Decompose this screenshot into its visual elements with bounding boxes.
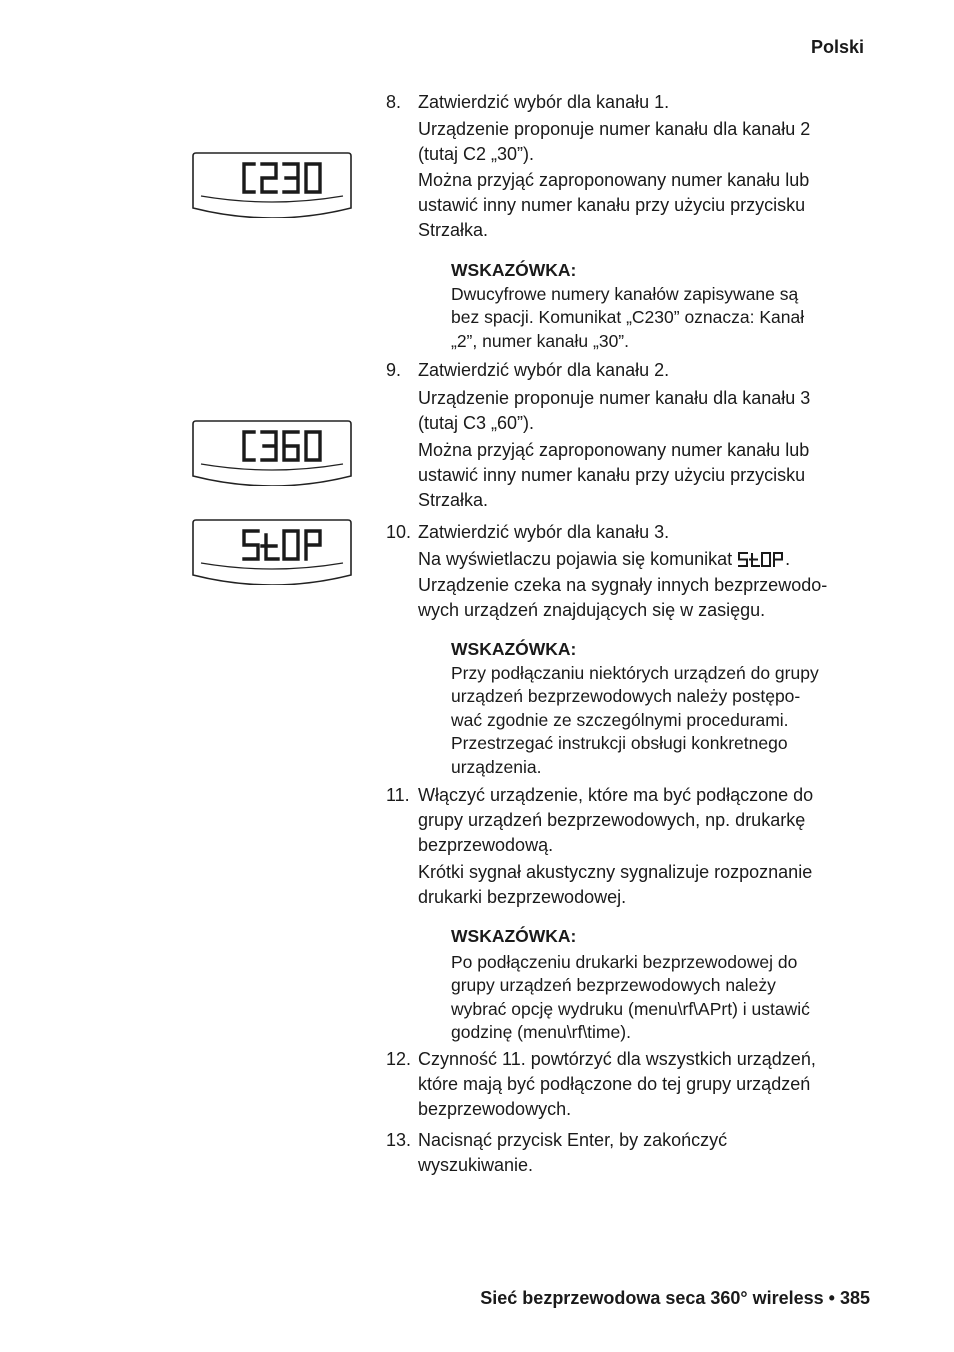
note-2 — [451, 638, 871, 779]
note-2-line-2: urządzeń bezprzewodowych należy postępo- — [451, 686, 801, 706]
lcd-c360-graphic — [192, 420, 352, 486]
step-11-line-5: drukarki bezprzewodowej. — [418, 887, 627, 907]
note-3-title: WSKAZÓWKA: — [451, 926, 577, 946]
note-2-line-3: wać zgodnie ze szczególnymi procedurami. — [451, 709, 789, 730]
step-8-line-5: ustawić inny numer kanału przy użyciu przycisku — [418, 195, 806, 215]
step-10-line-2-period: . — [785, 549, 791, 569]
step-10-line-2-text: Na wyświetlaczu pojawia się komunikat — [418, 549, 733, 569]
stop-inline-icon — [737, 551, 785, 568]
note-1-title: WSKAZÓWKA: — [451, 260, 577, 280]
step-11-number: 11. — [386, 785, 410, 805]
step-13-line-1: Nacisnąć przycisk Enter, by zakończyć — [418, 1130, 728, 1150]
note-1-line-3: „2”, numer kanału „30”. — [451, 330, 629, 351]
note-3-line-4: godzinę (menu\rf\time). — [451, 1022, 631, 1042]
lcd-display-stop — [192, 519, 352, 585]
step-12-line-3: bezprzewodowych. — [418, 1099, 572, 1119]
step-8-line-6: Strzałka. — [418, 220, 489, 240]
step-9-line-4: Można przyjąć zaproponowany numer kanału lub — [418, 440, 810, 460]
step-8-text — [418, 90, 873, 243]
language-header: Polski — [810, 37, 864, 57]
step-8-number: 8. — [386, 92, 402, 112]
step-13-line-2: wyszukiwanie. — [418, 1155, 534, 1175]
note-1-line-1: Dwucyfrowe numery kanałów zapisywane są — [451, 283, 799, 304]
note-2-title: WSKAZÓWKA: — [451, 639, 577, 659]
step-9-text — [418, 358, 873, 513]
step-9-line-2: Urządzenie proponuje numer kanału dla kanału 3 — [418, 388, 811, 408]
page-footer: Sieć bezprzewodowa seca 360° wireless • 385 — [480, 1288, 870, 1308]
note-1 — [451, 259, 871, 353]
step-11-line-2: grupy urządzeń bezprzewodowych, np. drukarkę — [418, 810, 806, 830]
step-10-line-1: Zatwierdzić wybór dla kanału 3. — [418, 522, 670, 542]
note-2-line-4: Przestrzegać instrukcji obsługi konkretnego — [451, 733, 788, 753]
note-2-line-5: urządzenia. — [451, 756, 542, 777]
step-10-text — [418, 520, 873, 623]
step-11-line-4: Krótki sygnał akustyczny sygnalizuje rozpoznanie — [418, 862, 813, 882]
lcd-stop-graphic — [192, 519, 352, 585]
step-9-line-1: Zatwierdzić wybór dla kanału 2. — [418, 360, 670, 380]
step-9-line-5: ustawić inny numer kanału przy użyciu przycisku — [418, 465, 806, 485]
note-1-line-2: bez spacji. Komunikat „C230” oznacza: Kanał — [451, 307, 805, 327]
step-8-line-3: (tutaj C2 „30”). — [418, 144, 535, 164]
step-12-line-1: Czynność 11. powtórzyć dla wszystkich urządzeń, — [418, 1049, 816, 1069]
lcd-display-c360 — [192, 420, 352, 486]
step-9-line-3: (tutaj C3 „60”). — [418, 413, 535, 433]
step-11-line-1: Włączyć urządzenie, które ma być podłączone do — [418, 785, 814, 805]
step-13-number: 13. — [386, 1130, 412, 1150]
step-11-text — [418, 783, 873, 910]
lcd-c230-graphic — [192, 152, 352, 218]
note-3 — [451, 925, 871, 1045]
step-11-line-3: bezprzewodową. — [418, 835, 554, 855]
step-12-number: 12. — [386, 1049, 412, 1069]
step-8-line-2: Urządzenie proponuje numer kanału dla kanału 2 — [418, 119, 811, 139]
step-8-line-4: Można przyjąć zaproponowany numer kanału lub — [418, 170, 810, 190]
step-13-text — [418, 1128, 873, 1178]
step-8-line-1: Zatwierdzić wybór dla kanału 1. — [418, 92, 670, 112]
note-3-line-3: wybrać opcję wydruku (menu\rf\APrt) i ustawić — [451, 998, 810, 1019]
step-9-number: 9. — [386, 360, 402, 380]
note-3-line-2: grupy urządzeń bezprzewodowych należy — [451, 975, 776, 995]
step-12-text — [418, 1047, 873, 1122]
step-10-line-4: wych urządzeń znajdujących się w zasięgu. — [418, 600, 766, 620]
note-3-line-1: Po podłączeniu drukarki bezprzewodowej do — [451, 951, 798, 972]
step-10-line-2 — [418, 547, 873, 572]
step-10-line-3: Urządzenie czeka na sygnały innych bezprzewodo- — [418, 575, 828, 595]
note-2-line-1: Przy podłączaniu niektórych urządzeń do grupy — [451, 662, 819, 683]
step-10-number: 10. — [386, 522, 412, 542]
lcd-display-c230 — [192, 152, 352, 218]
step-9-line-6: Strzałka. — [418, 490, 489, 510]
step-12-line-2: które mają być podłączone do tej grupy urządzeń — [418, 1074, 811, 1094]
